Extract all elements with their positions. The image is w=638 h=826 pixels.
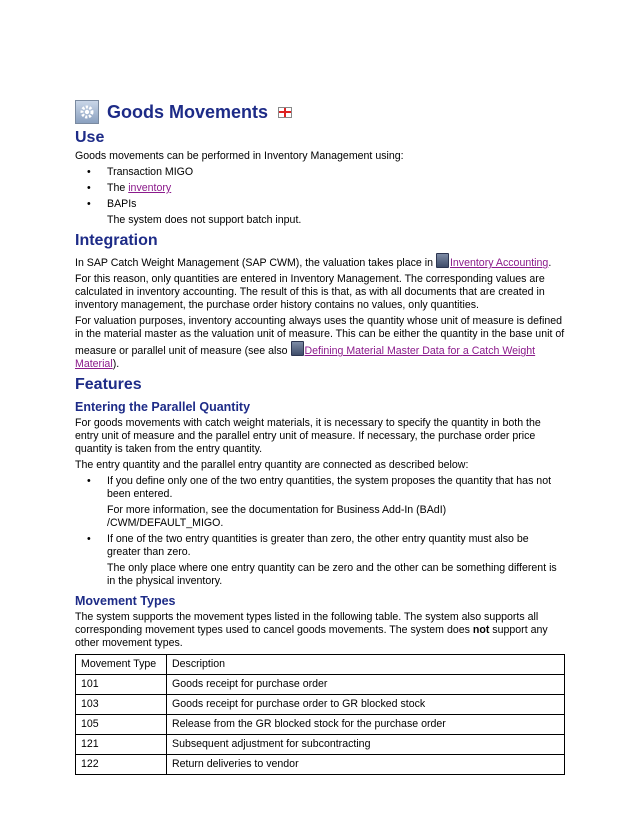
movement-type-cell: 105 <box>76 715 167 735</box>
integration-heading: Integration <box>75 232 158 249</box>
parallel-p2: The entry quantity and the parallel entry quantity are connected as described below: <box>75 459 469 471</box>
table-row <box>76 735 565 755</box>
movement-types-table <box>75 654 565 775</box>
table-row <box>76 715 565 735</box>
use-intro: Goods movements can be performed in Inventory Management using: <box>75 150 404 162</box>
catch-weight-material-link[interactable]: Defining Material Master Data for a Catch Weight Material <box>75 345 536 370</box>
movement-types-intro: The system supports the movement types listed in the following table. The system also supports all corresponding movement types used to cancel goods movements. The system does not support any other movement types. <box>75 611 548 649</box>
description-cell: Subsequent adjustment for subcontracting <box>167 735 565 755</box>
use-note: The system does not support batch input. <box>107 214 302 226</box>
document-icon <box>436 253 449 268</box>
inventory-accounting-link[interactable]: Inventory Accounting <box>449 257 549 269</box>
page-title: Goods Movements <box>107 102 269 122</box>
bullet-note: For more information, see the documentation for Business Add-In (BAdI) /CWM/DEFAULT_MIGO. <box>107 504 447 529</box>
integration-p1: In SAP Catch Weight Management (SAP CWM), the valuation takes place in Inventory Accounting. <box>75 253 565 270</box>
column-header-description: Description <box>167 655 565 675</box>
parallel-quantity-heading: Entering the Parallel Quantity <box>75 400 251 414</box>
column-header-movement-type: Movement Type <box>76 655 167 675</box>
document-content <box>75 100 565 775</box>
document-icon <box>291 341 304 356</box>
inventory-link[interactable]: inventory <box>128 182 172 194</box>
table-row <box>76 695 565 715</box>
movement-types-heading: Movement Types <box>75 594 176 608</box>
gear-icon <box>75 100 99 124</box>
use-heading: Use <box>75 129 105 146</box>
movement-type-cell: 121 <box>76 735 167 755</box>
list-item: • If one of the two entry quantities is greater than zero, the other entry quantity must also be greater than zero. The only place where one entry quantity can be zero and the other can be something different is in the physical inventory. <box>75 533 565 588</box>
language-flag-icon[interactable] <box>278 107 292 118</box>
list-item: • Transaction MIGO <box>75 166 565 179</box>
description-cell: Return deliveries to vendor <box>167 755 565 775</box>
list-item: • BAPIs <box>75 198 565 211</box>
table-row <box>76 675 565 695</box>
description-cell: Goods receipt for purchase order to GR blocked stock <box>167 695 565 715</box>
table-header-row <box>76 655 565 675</box>
movement-type-cell: 103 <box>76 695 167 715</box>
use-list <box>75 166 565 211</box>
movement-type-cell: 122 <box>76 755 167 775</box>
bullet-note: The only place where one entry quantity can be zero and the other can be something different is in the physical inventory. <box>107 562 557 587</box>
list-item: • If you define only one of the two entry quantities, the system proposes the quantity that has not been entered. For more information, see the documentation for Business Add-In (BAdI) /CWM/DEFAULT_MIGO. <box>75 475 565 530</box>
title-row <box>75 100 565 124</box>
features-heading: Features <box>75 376 142 393</box>
description-cell: Release from the GR blocked stock for the purchase order <box>167 715 565 735</box>
integration-p2: For this reason, only quantities are entered in Inventory Management. The corresponding values are calculated in inventory accounting. The result of this is that, as with all documents that are created in inventory management, the purchase order history contains no values, only quantities. <box>75 273 545 311</box>
integration-p3: For valuation purposes, inventory accounting always uses the quantity whose unit of measure is defined in the material master as the valuation unit of measure. This can be either the quantity in the base unit of measure or parallel unit of measure (see also Defining Material Master Data for a Catch Weight Material). <box>75 315 565 370</box>
table-row <box>76 755 565 775</box>
parallel-p1: For goods movements with catch weight materials, it is necessary to specify the quantity in both the entry unit of measure and the parallel entry unit of measure. If necessary, the purchase order price quantity is taken from the entry quantity. <box>75 417 541 455</box>
movement-type-cell: 101 <box>76 675 167 695</box>
list-item: • The inventory <box>75 182 565 195</box>
description-cell: Goods receipt for purchase order <box>167 675 565 695</box>
parallel-list <box>75 475 565 588</box>
